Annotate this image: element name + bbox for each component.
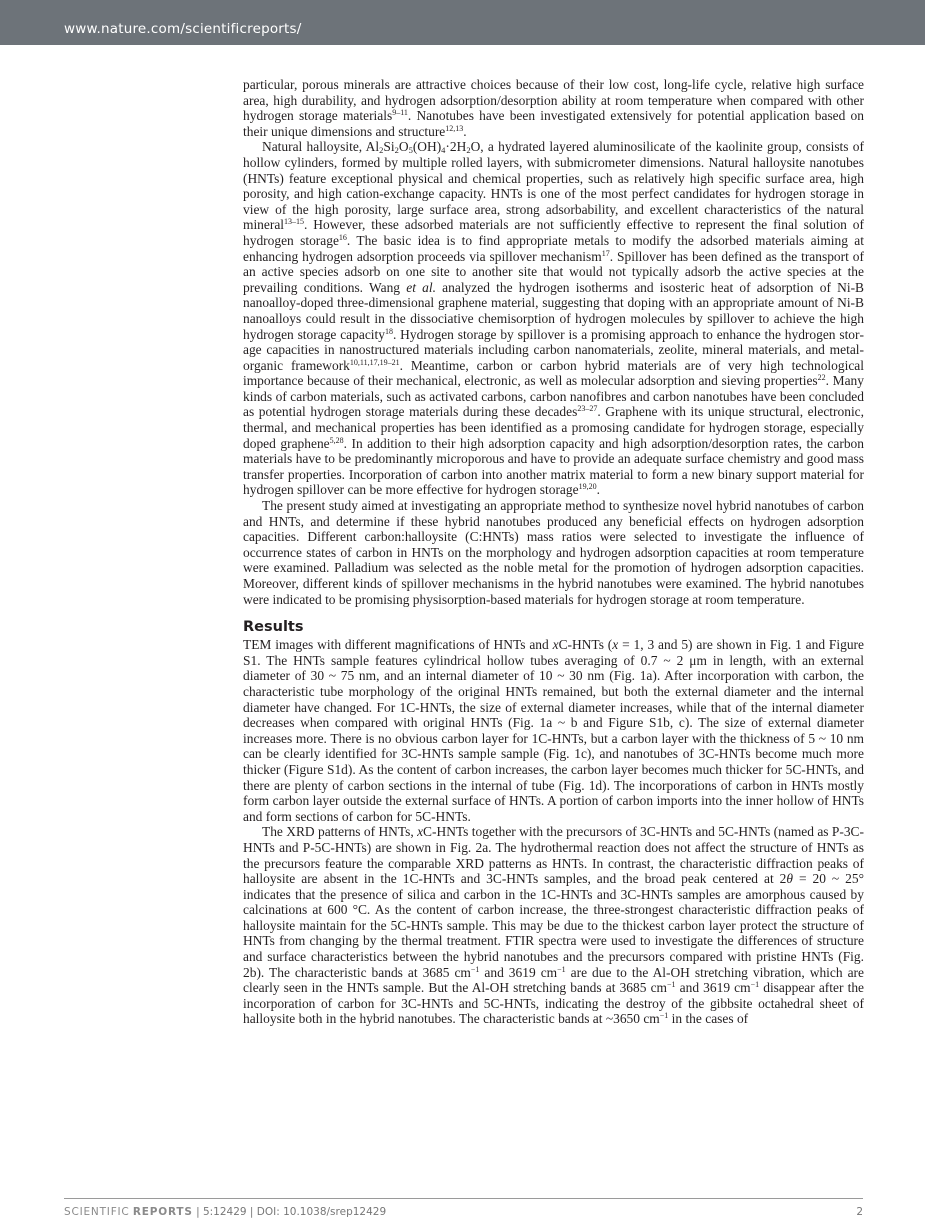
paragraph-present-study: The present study aimed at investigating an appropriate method to synthesize novel hybrid nanotubes of carbon and HNTs, and determine if these hybrid nanotubes produced any beneficial effects on hydrogen adsorption capacities. Different carbon:halloysite (C:HNTs) mass ratios were selected to investigate the influence of occurrence states of carbon in HNTs on the morphology and hydrogen adsorption capacities at room temperature were examined. Palladium was selected as the noble metal for the promotion of hydrogen adsorption capacities. Moreover, different kinds of spillover mechanisms in the hybrid nanotubes were examined. The hybrid nanotubes were indicated to be promising physisorption-based materials for hydrogen storage at room temperature. <box>243 498 864 607</box>
citation: 17 <box>601 248 610 258</box>
journal-name: SCIENTIFIC <box>64 1206 130 1218</box>
paragraph-tem: TEM images with different magnifications of HNTs and xC-HNTs (x = 1, 3 and 5) are shown in Fig. 1 and Figure S1. The HNTs sample features cylindrical hollow tubes averaging of 0.7 ~ 2 μm in length, with an external diameter of 30 ~ 75 nm, and an internal diameter of 10 ~ 30 nm (Fig. 1a). After incorporation with carbon, the characteristic tube morphology of the original HNTs remained, but both the external diameter and the internal diameter have changed. For 1C-HNTs, the size of external diameter increases, while that of the internal diameter decreases when compared with original HNTs (Fig. 1a ~ b and Figure S1b, c). The size of external diameter increases more. There is no obvious carbon layer for 1C-HNTs, but a carbon layer with the thickness of 5 ~ 10 nm can be clearly identified for 3C-HNTs sample sample (Fig. 1c), and nanotubes of 3C-HNTs become much more thicker (Figure S1d). As the content of carbon increases, the carbon layer becomes much thicker for 5C-HNTs, and there are plenty of carbon sections in the internal of tube (Fig. 1d). The incorporations of carbon in HNTs mostly form carbon layer outside the external surface of HNTs. A portion of carbon imports into the inner hollow of HNTs and form sections of carbon for 5C-HNTs. <box>243 637 864 824</box>
citation: 22 <box>817 373 826 383</box>
citation: 19,20 <box>578 482 597 492</box>
citation: 23–27 <box>577 404 598 414</box>
citation: 12,13 <box>445 123 464 133</box>
citation: 18 <box>384 326 393 336</box>
citation: 13–15 <box>284 217 305 227</box>
citation: 9–11 <box>392 108 408 118</box>
footer-divider <box>64 1198 863 1199</box>
footer-citation <box>64 1206 386 1218</box>
header-url[interactable]: www.nature.com/scientificreports/ <box>64 21 302 37</box>
header-bar <box>0 0 925 45</box>
journal-name-bold: REPORTS <box>132 1206 193 1218</box>
page-number: 2 <box>856 1206 863 1218</box>
paragraph-halloysite: Natural halloysite, $Al_2Si_2O_5(OH)_4\cdot 2H_2O$, a hydrated layered aluminosilicate of the kaolinite group, consists of hollow cylinders, formed by multiple rolled layers, with submicrometer dimensions. Natural halloysite nanotubes (HNTs) feature exceptional physical and chemical properties, such as relatively high specific surface area, high porosity, and high cation-exchange capacity. HNTs is one of the most perfect candidates for hydrogen storage in view of the high porosity, large surface area, strong adsorbability, and excellent characteristics of the natural mineral$^{13-15}$. However, these adsorbed materials are not sufficiently effective to represent the final solution of hydrogen storage$^{16}$. The basic idea is to find appropriate metals to modify the adsorbed materials aiming at enhancing hydrogen adsorption proceeds via spillover mechanism$^{17}$. Spillover has been defined as the transport of an active species adsorb on one site to another site that would not typically adsorb the active species at the prevailing conditions. Wang et al. analyzed the hydrogen isotherms and isosteric heat of adsorption of Ni-B nanoalloy-doped three-dimensional graphene material, suggesting that doping with an appropriate amount of Ni-B nanoalloys could result in the dissociative chemisorption of hydrogen molecules by spillover to achieve the high hydrogen storage capacity$^{18}$. Hydrogen storage by spillover is a promising approach to enhance the hydrogen storage capacities in nanostructured materials including carbon nanomaterials, zeolite, mineral materials, and metal-organic framework$^{10,11,17,19-21}$. Meantime, carbon or carbon hybrid materials are of very high technological importance because of their mechanical, electronic, as well as molecular adsorption and sieving properties$^{22}$. Many kinds of carbon materials, such as activated carbons, carbon nanofibres and carbon nanotubes have been concluded as potential hydrogen storage materials during these decades$^{23-27}$. Graphene with its unique structural, electronic, thermal, and mechanical properties has been identified as a promosing candidate for hydrogen storage, especially doped graphene$^{5,28}$. In addition to their high adsorption capacity and high adsorption/desorption rates, the carbon materials have to be predominantly microporous and have to provide an adequate surface chemistry and good mass transfer properties. Incorporation of carbon into another matrix material to form a new binary support material for hydrogen spillover can be more effective for hydrogen storage$^{19,20}$. <box>243 139 865 498</box>
citation: 10,11,17,19–21 <box>349 357 400 367</box>
paragraph-intro-cont: particular, porous minerals are attractive choices because of their low cost, long-life cycle, relative high surface area, high durability, and hydrogen adsorption/desorption ability at room temperature when compared with other hydrogen storage materials$^{9-11}$. Nanotubes have been investigated extensively for potential application based on their unique dimensions and structure$^{12,13}$. <box>243 77 864 139</box>
citation: 16 <box>338 232 347 242</box>
citation: 5,28 <box>329 435 344 445</box>
section-heading-results: Results <box>243 619 304 636</box>
body-column <box>243 77 864 1027</box>
doi[interactable]: | 5:12429 | DOI: 10.1038/srep12429 <box>192 1206 387 1218</box>
paragraph-xrd: The XRD patterns of HNTs, xC-HNTs together with the precursors of 3C-HNTs and 5C-HNTs (named as P-3C-HNTs and P-5C-HNTs) are shown in Fig. 2a. The hydrothermal reaction does not affect the structure of HNTs as the precursors feature the comparable XRD patterns as HNTs. In contrast, the characteristic diffraction peaks of halloysite are absent in the 1C-HNTs and 3C-HNTs samples, and the broad peak centered at 2θ = 20 ~ 25° indicates that the presence of silica and carbon in the 1C-HNTs and 3C-HNTs samples are amorphous caused by calcinations at 600 °C. As the content of carbon increase, the three-strongest characteristic diffraction peaks of halloysite maintain for the 5C-HNTs sample. This may be due to the thickest carbon layer protect the structure of HNTs from changing by the thermal treatment. FTIR spectra were used to investigate the differences of structure and surface characteristics between the hybrid nanotubes and the precursors compared with pristine HNTs (Fig. 2b). The characteristic bands at 3685 $cm^{-1}$ and 3619 $cm^{-1}$ are due to the Al-OH stretching vibration, which are clearly seen in the HNTs sample. But the Al-OH stretching bands at 3685 $cm^{-1}$ and 3619 $cm^{-1}$ disappear after the incorporation of carbon for 3C-HNTs and 5C-HNTs, indicating the destroy of the gibbsite octahedral sheet of halloysite both in the hybrid nanotubes. The characteristic bands at ~3650 $cm^{-1}$ in the cases of <box>243 824 864 1027</box>
